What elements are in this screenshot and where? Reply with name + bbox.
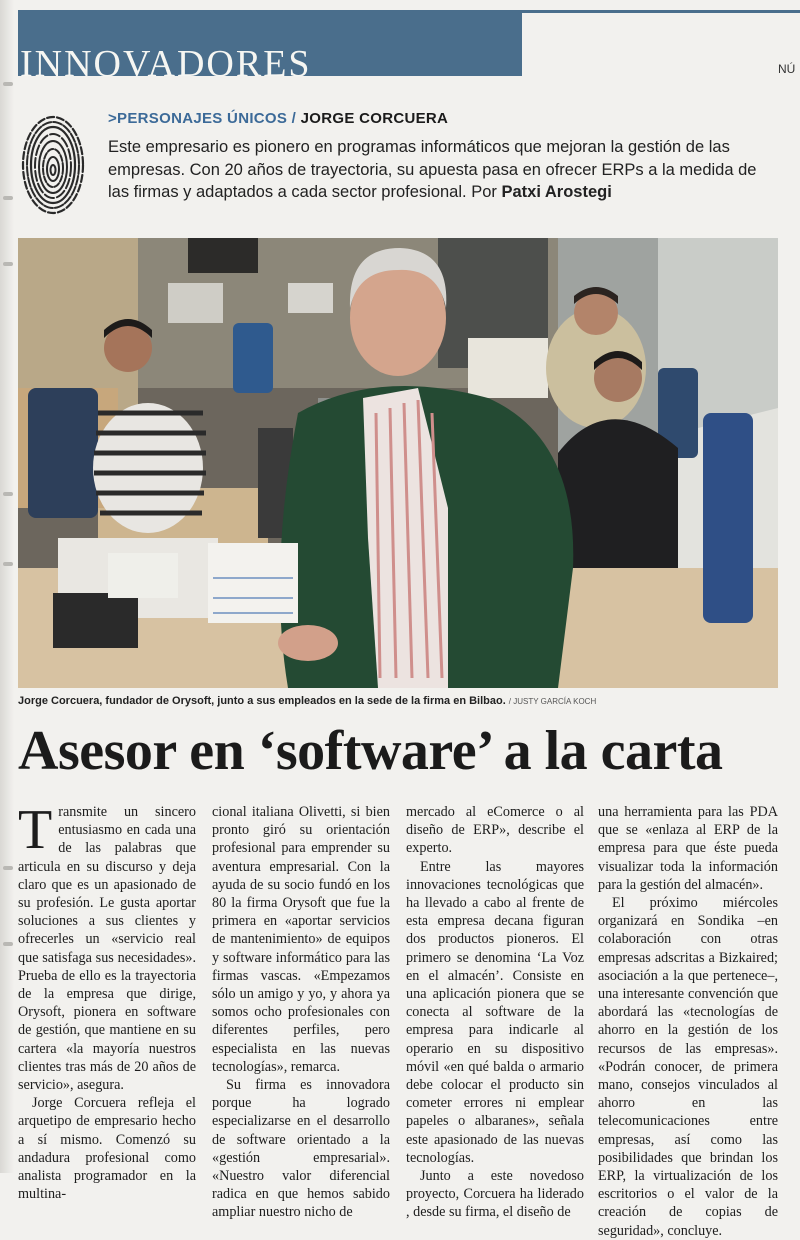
article-paragraph: Su firma es innovadora porque ha logrado especializarse en el desarrollo de software orientado a la «gestión empresarial». «Nuestro valor diferencial radica en que hemos sabido ampliar nuestro nicho de [212, 1077, 390, 1221]
article-column-2 [212, 803, 390, 1222]
paragraph-text: ransmite un sincero entusiasmo en cada una de las palabras que articula en su discurso y deja claro que es un apasionado de su profesión. Le gusta aportar soluciones a sus clientes y ofrecerles un «servicio real que satisfaga sus necesidades». Prueba de ello es la trayectoria de la empresa que dirige, Orysoft, pionera en software de gestión, que mantiene en su cartera «la mayoría nuestros clientes tras más de 20 años de servicio», asegura. [18, 804, 196, 1094]
article-column-3 [406, 803, 584, 1222]
kicker-person-name: JORGE CORCUERA [300, 110, 449, 127]
article-paragraph [18, 799, 196, 1094]
drop-cap: T [18, 799, 53, 861]
article-paragraph: mercado al eComerce o al diseño de ERP», describe el experto. [406, 804, 584, 857]
article-paragraph: una herramienta para las PDA que se «enlaza al ERP de la empresa para que éste pueda visualizar toda la información para la gestión del almacén». [598, 804, 778, 893]
fingerprint-icon [20, 114, 86, 216]
article-paragraph: El próximo miércoles organizará en Sondika –en colaboración con otras empresas adscritas a Bizkaired; asociación a la que pertenece–, una interesante convención que abordará las «tecnologías de ahorro en la gestión de los recursos de las empresas». «Podrán conocer, de primera mano, consejos vinculados al ahorro en las telecomunicaciones entre empresas, así como las posibilidades que brindan los ERP, la virtualización de los escritorios o el valor de la creación de copias de seguridad», concluye. [598, 895, 778, 1239]
standfirst-text: Este empresario es pionero en programas informáticos que mejoran la gestión de las empresas. Con 20 años de trayectoria, su apuesta pasa en ofrecer ERPs a la medida de las firmas y adaptados a cada sector profesional. Por [108, 138, 757, 201]
article-paragraph: Junto a este novedoso proyecto, Corcuera ha liderado , desde su firma, el diseño de [406, 1168, 584, 1221]
office-photo [18, 238, 778, 688]
photo-credit: / JUSTY GARCÍA KOCH [508, 697, 597, 706]
page-binding-edge [0, 0, 14, 1173]
article-paragraph: Entre las mayores innovaciones tecnológicas que ha llevado a cabo al frente de esta empresa decana figuran dos productos pioneros. El primero se denomina ‘La Voz en el almacén’. Consiste en una aplicación pionera que se conecta al software de la empresa para indicarle al operario en su dispositivo móvil «en qué balda o armario debe colocar el producto sin cometer errores ni emplear papeles o albaranes», señala este apasionado de las nuevas tecnologías. [406, 858, 584, 1166]
byline-author: Patxi Arostegi [501, 183, 612, 201]
standfirst [108, 136, 768, 204]
kicker [108, 110, 448, 127]
photo-caption [18, 695, 596, 707]
article-paragraph: Jorge Corcuera refleja el arquetipo de empresario hecho a sí mismo. Comenzó su andadura profesional como analista programador en la multina- [18, 1095, 196, 1203]
section-title: INNOVADORES [20, 43, 312, 85]
article-column-4 [598, 803, 778, 1240]
kicker-category: >PERSONAJES ÚNICOS / [108, 110, 297, 127]
article-column-1 [18, 799, 196, 1203]
header-rule [522, 10, 800, 13]
issue-number-label: NÚ [778, 62, 796, 76]
article-paragraph: cional italiana Olivetti, si bien pronto giró su orientación profesional para emprender su aventura empresarial. Con la ayuda de su socio fundó en los 80 la firma Orysoft que fue la primera en «aportar servicios de mantenimiento» de equipos y software informático para las firmas vascas. «Empezamos sólo un amigo y yo, y ahora ya somos ocho profesionales con diferentes perfiles, pero especialista en las nuevas tecnologías», remarca. [212, 804, 390, 1075]
caption-text: Jorge Corcuera, fundador de Orysoft, junto a sus empleados en la sede de la firma en Bilbao. [18, 695, 506, 707]
headline: Asesor en ‘software’ a la carta [18, 720, 723, 782]
